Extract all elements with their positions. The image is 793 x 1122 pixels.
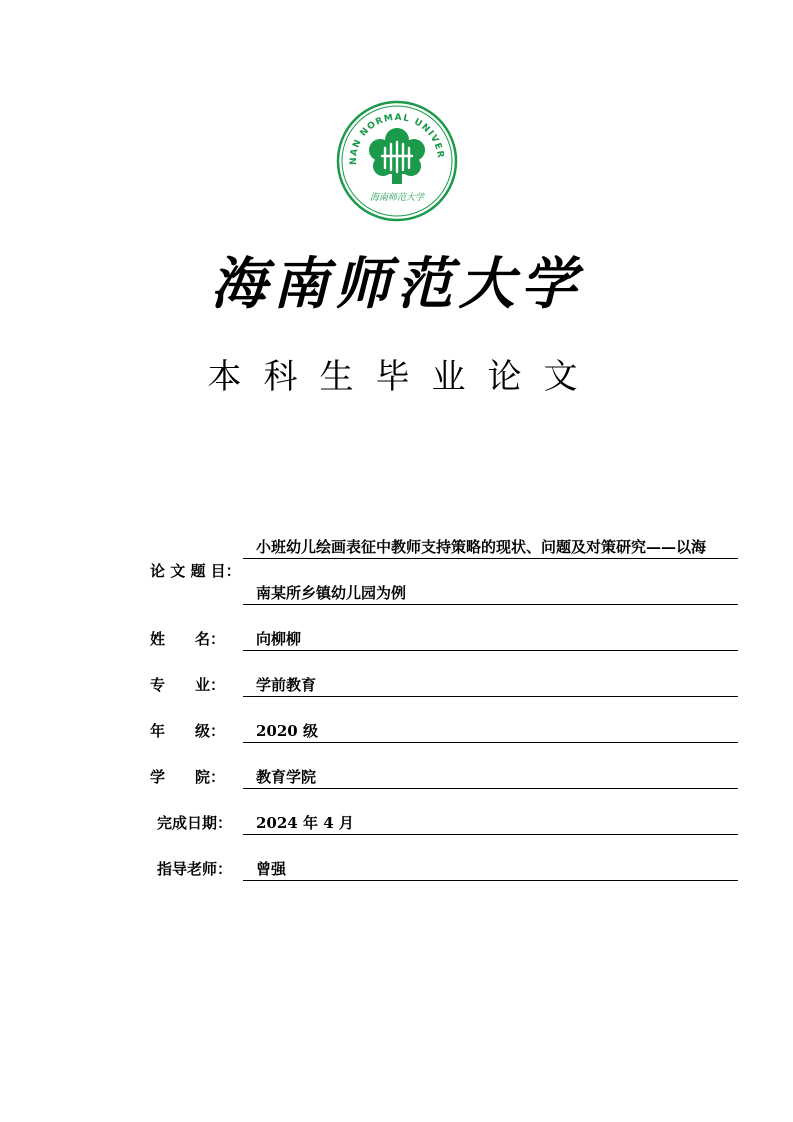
college-underline [243, 788, 738, 789]
title-value-line2: 南某所乡镇幼儿园为例 [256, 584, 407, 602]
grade-underline [243, 742, 738, 743]
seal-icon [336, 100, 458, 222]
university-seal-logo [336, 100, 458, 222]
name-label: 姓 名： [150, 630, 226, 648]
grade-value: 2020 级 [256, 722, 318, 740]
advisor-label: 指导老师： [157, 860, 233, 878]
grade-label: 年 级： [150, 722, 226, 740]
university-name: 海南师范大学 [210, 251, 583, 317]
date-label: 完成日期： [157, 814, 233, 832]
seal-bottom-text: 海南师范大学 [369, 193, 425, 203]
major-label: 专 业： [150, 676, 226, 694]
name-underline [243, 650, 738, 651]
advisor-value: 曾强 [256, 860, 287, 878]
college-label: 学 院： [150, 768, 226, 786]
date-underline [243, 834, 738, 835]
title-value-line1: 小班幼儿绘画表征中教师支持策略的现状、问题及对策研究——以海 [256, 538, 707, 556]
college-value: 教育学院 [256, 768, 317, 786]
name-value: 向柳柳 [256, 630, 302, 648]
thesis-type-heading: 本科生毕业论文 [207, 357, 600, 397]
advisor-underline [243, 880, 738, 881]
major-value: 学前教育 [256, 676, 317, 694]
seal-arc-text: NAN NORMAL UNIVER [348, 112, 446, 166]
title-underline-1 [243, 558, 738, 559]
major-underline [243, 696, 738, 697]
title-label: 论 文 题 目： [150, 562, 241, 580]
date-value: 2024 年 4 月 [256, 814, 354, 832]
title-underline-2 [243, 604, 738, 605]
